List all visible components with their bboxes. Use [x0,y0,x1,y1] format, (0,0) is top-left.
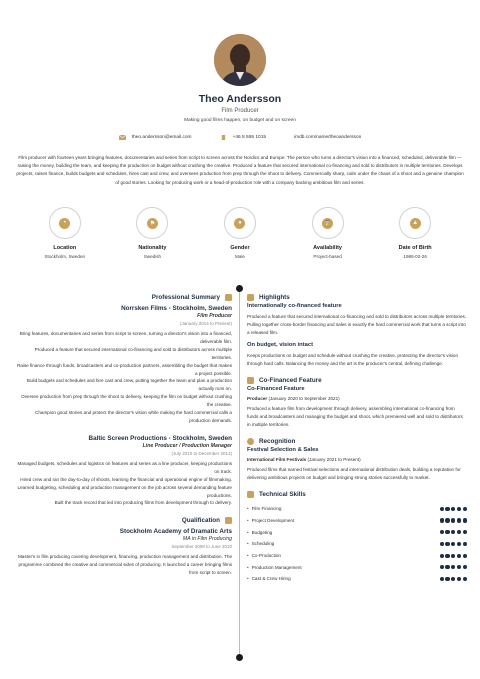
skill-row [247,538,467,550]
rating-dot [440,577,444,581]
rating-dot [463,554,467,558]
rating-dot [457,565,461,569]
person-name: Theo Andersson [198,93,282,105]
recognition-meta: International Film Festivals (January 2021 to Present) [247,457,361,462]
fact-gender: ● Gender Male [196,207,284,259]
skill-row [247,515,467,527]
contact-bar [0,135,480,140]
skill-name: • Cast & Crew Hiring [247,576,291,581]
rating-dot [445,530,449,534]
recognition-text: Produced films that earned festival selections and international distribution deals, building a reputation for delivering ambitious projects on budget and bringing strong stories successfully to market. [247,467,461,480]
rating-dot [451,542,455,546]
skill-name: • Film Financing [247,506,281,511]
contact-email[interactable] [119,135,192,140]
job-title: Film Producer [221,108,259,114]
education-school: Stockholm Academy of Dramatic Arts [119,528,232,536]
email-text: theo.andersson@email.com [131,135,192,140]
hourglass-icon: ⌛ [322,218,333,229]
skill-name: • Budgeting [247,530,272,535]
education-entry [14,528,232,577]
rating-dot [463,542,467,546]
skill-name: • Project Development [247,518,294,523]
job-dates: (July 2010 to December 2013) [171,450,232,456]
location-pin-icon: • [59,218,70,229]
rating-dot [440,507,444,511]
rating-dot [457,542,461,546]
education-degree: MA in Film Producing [182,536,232,543]
rating-dot [445,577,449,581]
rating-dot [445,518,449,522]
skill-row [247,573,467,585]
highlight-text: Keeps productions on budget and schedule without crushing the creative, protecting the director's vision through hard calls. Balancing the money and the art is the producer's central, defining challenge. [247,353,459,366]
job-bullets: Bring features, documentaries and series from script to screen, turning a director's vision into a financed, deliverable film. Produced a feature that secured international co-financing and sold to distributors across multiple territories. Raise finance through funds, broadcasters and co-production partners, assembling the budget that makes a project possible. Build budgets and schedules and hire cast and crew, putting together the team and plan a production actually runs on. Oversee production from prep through the shoot to delivery, keeping the film on budget without crushing the creative. Champion good stories and protect the director's vision while making the hard commercial calls a production demands. [16,331,232,423]
cofinanced-meta: Producer (January 2020 to September 2021) [247,396,340,401]
rating-dot [451,577,455,581]
skill-rating [440,542,467,546]
job-entry [14,305,232,425]
fact-nationality: ⚑ Nationality Swedish [109,207,197,259]
skill-rating [440,565,467,569]
rating-dot [457,507,461,511]
cake-icon: ▲ [410,218,421,229]
fact-availability: ⌛ Availability Project-based [284,207,372,259]
rating-dot [445,565,449,569]
website-text: imdb.com/name/theoandersson [294,135,362,140]
highlight-title: Internationally co-financed feature [247,303,342,309]
job-role: Line Producer / Production Manager [142,442,232,449]
cofinanced-text: Produced a feature film from development through delivery, assembling international co-financing from funds and broadcasters and managing the budget and shoot, which premiered well and sold to distributors in multiple territories. [247,406,463,427]
timeline-divider [239,289,240,657]
skill-row [247,550,467,562]
section-recognition: Recognition [247,438,467,445]
rating-dot [451,518,455,522]
rating-dot [451,554,455,558]
section-professional-summary: Professional Summary [14,294,232,301]
job-company: Baltic Screen Productions - Stockholm, Sweden [88,434,232,442]
award-icon [247,438,254,445]
phone-text: +46 8 555 1015 [232,135,267,140]
skills-list [247,503,467,585]
skill-name: • Scheduling [247,541,274,546]
section-technical-skills: Technical Skills [247,491,467,498]
rating-dot [451,530,455,534]
contact-phone[interactable] [220,135,266,140]
right-column [247,294,467,585]
rating-dot [451,565,455,569]
rating-dot [440,554,444,558]
skill-rating [440,530,467,534]
education-dates: September 2008 to June 2010 [171,544,232,550]
film-icon [247,377,254,384]
email-icon [119,135,126,140]
rating-dot [457,518,461,522]
rating-dot [445,554,449,558]
section-qualification: Qualification [14,517,232,524]
skill-rating [440,554,467,558]
contact-website[interactable] [294,135,361,140]
rating-dot [457,577,461,581]
rating-dot [463,530,467,534]
job-company: Norrsken Films - Stockholm, Sweden [121,305,232,312]
phone-icon [220,135,227,140]
skill-row [247,503,467,515]
graduation-cap-icon [225,517,232,524]
person-icon: ● [234,218,245,229]
timeline-dot-top [236,285,243,292]
rating-dot [440,530,444,534]
personal-facts [21,207,459,259]
highlight-title: On budget, vision intact [247,342,314,348]
avatar [214,34,266,86]
timeline-dot-bottom [236,654,243,661]
job-bullets: Managed budgets, schedules and logistics on features and series as a line producer, keeping productions on track. Hired crew and ran the day-to-day of shoots, learning the financial and operational engine of filmmaking. Learned budgeting, scheduling and production management on the job across several demanding feature productions. Built the track record that led into producing films from development through to delivery. [17,460,232,506]
rating-dot [457,530,461,534]
cofinanced-subtitle: Co-Financed Feature [247,386,305,392]
rating-dot [463,518,467,522]
left-column [14,294,232,577]
tagline: Making good films happen, on budget and on screen [184,118,296,123]
job-dates: (January 2014 to Present) [179,321,232,326]
rating-dot [440,518,444,522]
rating-dot [445,542,449,546]
rating-dot [463,565,467,569]
skill-row [247,561,467,573]
star-icon [247,294,254,301]
skill-name: • Co-Production [247,553,281,558]
briefcase-icon [225,294,232,301]
job-entry [14,435,232,507]
section-cofinanced-feature: Co-Financed Feature [247,377,467,384]
rating-dot [463,507,467,511]
fact-location: • Location Stockholm, Sweden [21,207,109,259]
tools-icon [247,491,254,498]
job-role: Film Producer [197,313,232,319]
rating-dot [451,507,455,511]
highlight-text: Produced a feature that secured international co-financing and sold to distributors across multiple territories. Pulling together cross-border financing and sales is exactly the hard commercial work that turns a script into a released film. [247,314,467,335]
rating-dot [457,554,461,558]
flag-icon: ⚑ [147,218,158,229]
skill-rating [440,518,467,522]
section-highlights: Highlights [247,294,467,301]
skill-rating [440,577,467,581]
fact-date-of-birth: ▲ Date of Birth 1986-02-26 [371,207,459,259]
skill-row [247,526,467,538]
skill-name: • Production Management [247,565,302,570]
skill-rating [440,507,467,511]
rating-dot [440,542,444,546]
rating-dot [445,507,449,511]
education-text: Master's in film producing covering development, financing, production management and distribution. The programme combined the creative and commercial sides of producing. It launched a career bringing films from script to screen. [17,554,232,576]
recognition-subtitle: Festival Selection & Sales [247,447,319,453]
rating-dot [463,577,467,581]
profile-summary: Film producer with fourteen years bringing features, documentaries and series from script to screen across the Nordics and Europe. The person who turns a director's vision into a financed, scheduled, deliverable film — raising the money, building the team, and keeping the production on budget without crushing the creative. Produced a feature that secured international co-financing and sold to distributors in multiple territories. Develops projects, raises finance, builds budgets and schedules, hires cast and crew, and oversees production from prep through the shoot to delivery. Commercially sharp, calm under the chaos of a shoot and a genuine champion of good stories. Looking for producing work or a head-of-production role with a company backing ambitious film and series. [16,155,464,185]
rating-dot [440,565,444,569]
